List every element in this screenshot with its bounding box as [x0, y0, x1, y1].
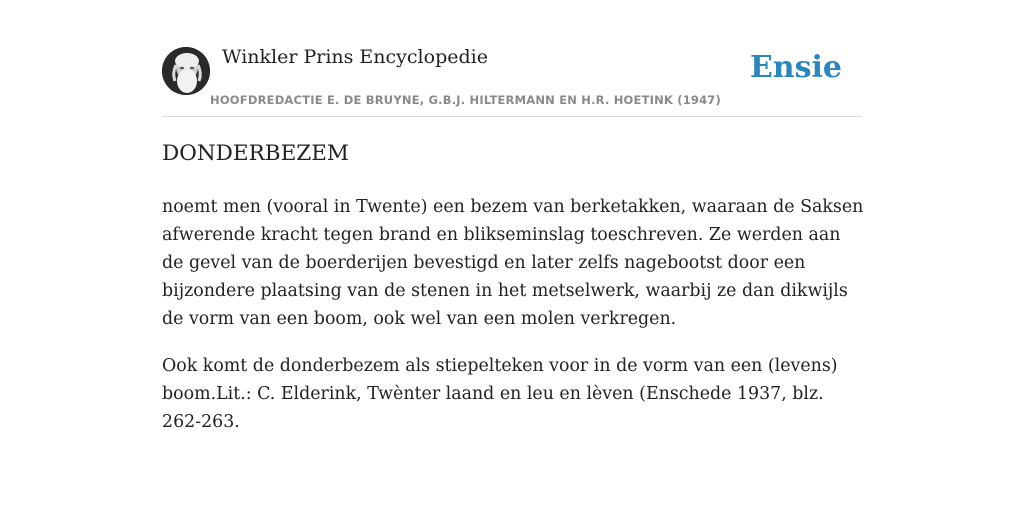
ensie-logo-link[interactable]: Ensie [749, 50, 842, 85]
entry-title: DONDERBEZEM [162, 141, 349, 166]
source-header [162, 40, 862, 117]
entry-paragraph: Ook komt de donderbezem als stiepelteken voor in de vorm van een (levens) boom.Lit.: C. Elderink, Twènter laand en leu en lèven (Enschede 1937, blz. 262-263. [162, 356, 838, 432]
portrait-icon [162, 47, 210, 95]
avatar [162, 47, 210, 95]
entry-body [162, 193, 866, 455]
source-title[interactable]: Winkler Prins Encyclopedie [222, 46, 488, 68]
editors-line: HOOFDREDACTIE E. DE BRUYNE, G.B.J. HILTERMANN EN H.R. HOETINK (1947) [210, 93, 721, 107]
entry-paragraph: noemt men (vooral in Twente) een bezem van berketakken, waaraan de Saksen afwerende kracht tegen brand en blikseminslag toeschreven. Ze werden aan de gevel van de boerderijen bevestigd en later zelfs nagebootst door een bijzondere plaatsing van de stenen in het metselwerk, waarbij ze dan dikwijls de vorm van een boom, ook wel van een molen verkregen. [162, 197, 864, 329]
